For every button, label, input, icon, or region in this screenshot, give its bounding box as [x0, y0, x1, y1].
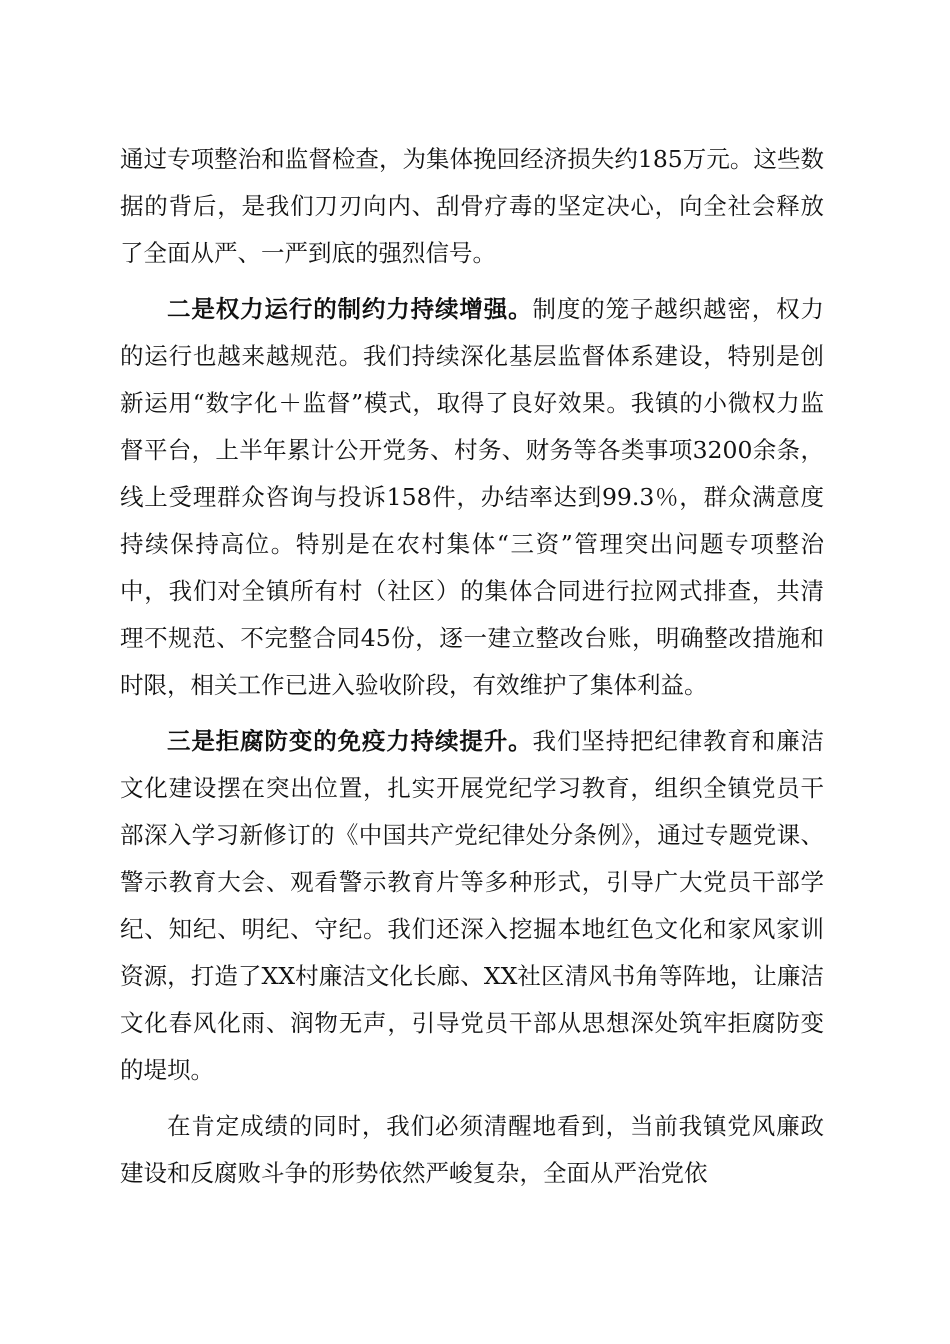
- paragraph-heading: 三是拒腐防变的免疫力持续提升。: [167, 727, 533, 755]
- paragraph-text: 在肯定成绩的同时，我们必须清醒地看到，当前我镇党风廉政建设和反腐败斗争的形势依然严峻复杂，全面从严治党依: [120, 1112, 824, 1187]
- paragraph-heading: 二是权力运行的制约力持续增强。: [167, 295, 533, 323]
- paragraph-power-restraint: [120, 286, 824, 709]
- paragraph-situation: [120, 1103, 824, 1197]
- paragraph-text: 通过专项整治和监督检查，为集体挽回经济损失约185万元。这些数据的背后，是我们刀刃向内、刮骨疗毒的坚定决心，向全社会释放了全面从严、一严到底的强烈信号。: [120, 145, 824, 267]
- document-body: [120, 136, 824, 1197]
- paragraph-text: 我们坚持把纪律教育和廉洁文化建设摆在突出位置，扎实开展党纪学习教育，组织全镇党员干部深入学习新修订的《中国共产党纪律处分条例》，通过专题党课、警示教育大会、观看警示教育片等多种形式，引导广大党员干部学纪、知纪、明纪、守纪。我们还深入挖掘本地红色文化和家风家训资源，打造了XX村廉洁文化长廊、XX社区清风书角等阵地，让廉洁文化春风化雨、润物无声，引导党员干部从思想深处筑牢拒腐防变的堤坝。: [120, 727, 825, 1084]
- paragraph-continuation: [120, 136, 824, 277]
- paragraph-text: 制度的笼子越织越密，权力的运行也越来越规范。我们持续深化基层监督体系建设，特别是创新运用“数字化＋监督”模式，取得了良好效果。我镇的小微权力监督平台，上半年累计公开党务、村务、财务等各类事项3200余条，线上受理群众咨询与投诉158件，办结率达到99.3％，群众满意度持续保持高位。特别是在农村集体“三资”管理突出问题专项整治中，我们对全镇所有村（社区）的集体合同进行拉网式排查，共清理不规范、不完整合同45份，逐一建立整改台账，明确整改措施和时限，相关工作已进入验收阶段，有效维护了集体利益。: [120, 295, 825, 699]
- paragraph-anti-corruption-immunity: [120, 718, 824, 1094]
